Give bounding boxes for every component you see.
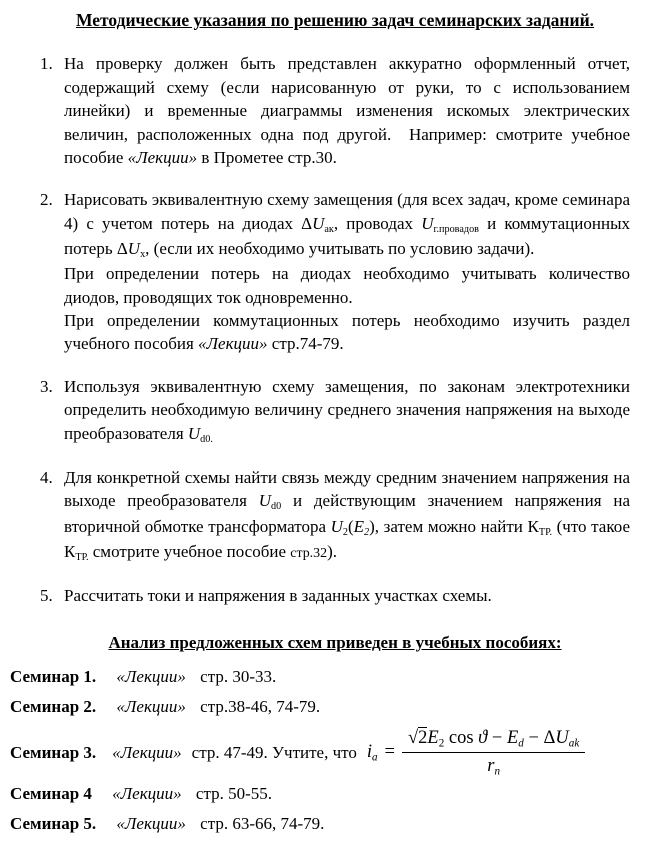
formula-lhs: iа [366, 741, 378, 764]
seminar-pages: стр. 50-55. [195, 783, 273, 803]
paragraph: При определении потерь на диодах необходимо учитывать количество диодов, проводящих ток одновременно. [64, 264, 630, 307]
item-number: 3. [40, 376, 53, 396]
item-body [64, 584, 630, 607]
seminar-pages: стр. 63-66, 74-79. [200, 814, 325, 834]
seminar-pages: стр.38-46, 74-79. [200, 697, 321, 717]
seminar-list [10, 665, 630, 836]
seminar-source: «Лекции» [112, 783, 182, 803]
document-title: Методические указания по решению задач семинарских заданий. [75, 10, 595, 30]
seminar-row-1 [10, 665, 630, 688]
seminar-label: Семинар 4 [10, 783, 92, 803]
seminar-row-5 [10, 812, 630, 835]
item-number: 4. [40, 467, 53, 487]
seminar-pages: стр. 30-33. [200, 666, 277, 686]
seminar-pages: стр. 47-49. Учтите, что [191, 742, 357, 762]
analysis-heading: Анализ предложенных схем приведен в учебных пособиях: [108, 633, 562, 653]
seminar-label: Семинар 3. [10, 742, 97, 762]
list-item-1 [40, 52, 630, 169]
formula-equals-sign: = [384, 741, 395, 762]
list-item-3 [40, 375, 630, 447]
seminar-source: «Лекции» [116, 697, 186, 717]
formula-numerator: √2E2 cos ϑ − Ed − ΔUak [402, 726, 585, 754]
seminar-label: Семинар 2. [10, 697, 97, 717]
item-body [64, 466, 630, 565]
seminar-row-4 [10, 782, 630, 805]
formula-denominator: rn [487, 756, 500, 778]
item-number: 1. [40, 54, 53, 74]
item-body [64, 188, 630, 356]
seminar-source: «Лекции» [112, 742, 182, 762]
paragraph: Для конкретной схемы найти связь между средним значением напряжения на выходе преобразователя Ud0 и действующим значением напряжения на вторичной обмотке трансформатора U2(E2), затем можно найти КТР. (что такое КТР. смотрите учебное пособие стр.32). [64, 467, 630, 563]
seminar-row-3 [10, 726, 630, 780]
paragraph: При определении коммутационных потерь необходимо изучить раздел учебного пособия «Лекции» стр.74-79. [64, 311, 630, 354]
paragraph: Нарисовать эквивалентную схему замещения (для всех задач, кроме семинара 4) с учетом потерь на диодах ΔUак, проводах Uг.провадов и коммутационных потерь ΔUх, (если их необходимо учитывать по условию задачи). [64, 190, 630, 261]
item-number: 5. [40, 585, 53, 605]
numbered-list [40, 52, 630, 607]
paragraph: Используя эквивалентную схему замещения, по законам электротехники определить необходимую величину среднего значения напряжения на выходе преобразователя Ud0. [64, 376, 630, 445]
seminar-source: «Лекции» [116, 814, 186, 834]
list-item-4 [40, 466, 630, 565]
seminar-label: Семинар 5. [10, 814, 97, 834]
seminar-label: Семинар 1. [10, 666, 97, 686]
list-item-5 [40, 584, 630, 607]
seminar-row-2 [10, 695, 630, 718]
paragraph: На проверку должен быть представлен аккуратно оформленный отчет, содержащий схему (если нарисованную от руки, то с использованием линейки) и временные диаграммы изменения искомых электрических величин, расположенных одна под другой. Например: смотрите учебное пособие «Лекции» в Прометее стр.30. [64, 54, 630, 167]
anode-current-formula [367, 726, 585, 780]
formula-fraction [402, 726, 585, 780]
item-body [64, 52, 630, 169]
seminar-source: «Лекции» [116, 666, 186, 686]
item-number: 2. [40, 190, 53, 210]
list-item-2 [40, 188, 630, 356]
paragraph: Рассчитать токи и напряжения в заданных участках схемы. [64, 585, 492, 605]
item-body [64, 375, 630, 447]
